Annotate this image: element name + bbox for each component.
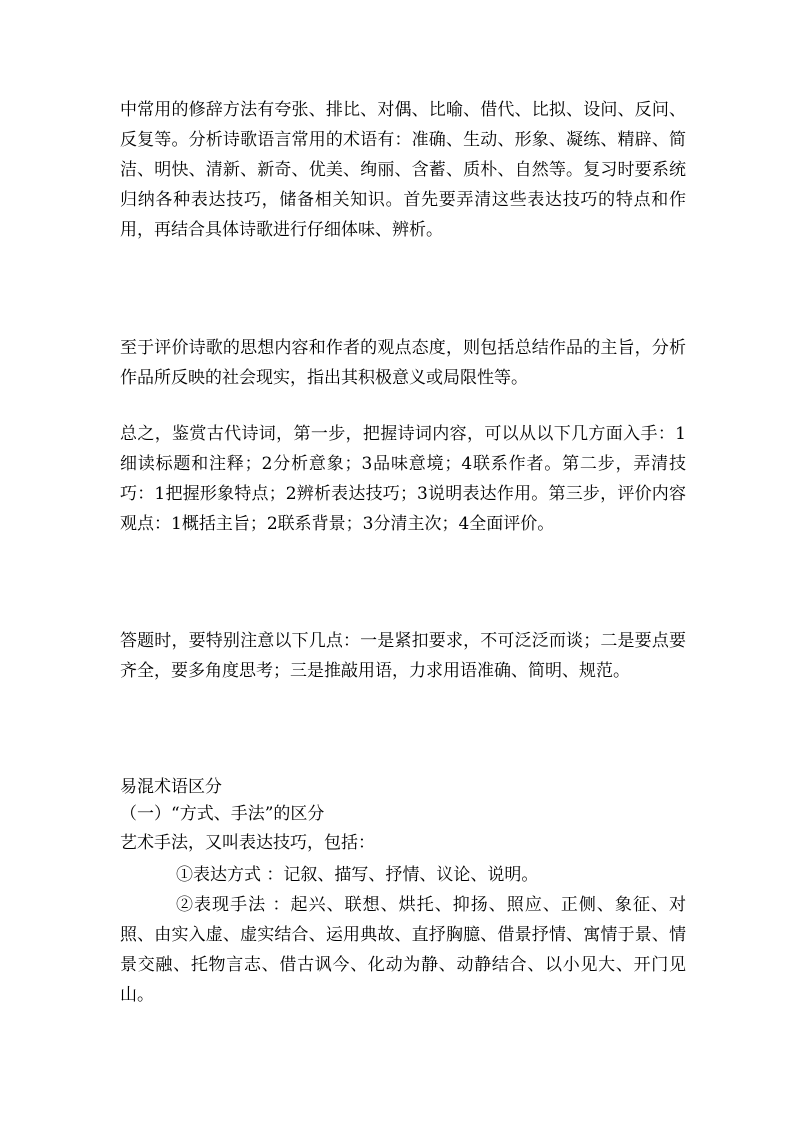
list-item-expression-modes: ①表达方式 ：记叙、描写、抒情、议论、说明。	[176, 865, 539, 885]
paragraph-rhetoric-terms: 中常用的修辞方法有夸张、排比、对偶、比喻、借代、比拟、设问、反问、反复等。分析诗歌语言常用的术语有：准确、生动、形象、凝练、精辟、简洁、明快、清新、新奇、优美、绚丽、含蓄、质朴、自然等。复习时要系统归纳各种表达技巧，储备相关知识。首先要弄清这些表达技巧的特点和作用，再结合具体诗歌进行仔细体味、辨析。	[120, 100, 686, 240]
section-intro: 艺术手法，又叫表达技巧，包括：	[120, 833, 375, 853]
section-subheading: （一）“方式、手法”的区分	[120, 804, 325, 824]
section-heading: 易混术语区分	[120, 777, 222, 797]
paragraph-summary-steps: 总之，鉴赏古代诗词，第一步，把握诗词内容，可以从以下几方面入手：1细读标题和注释；2分析意象；3品味意境；4联系作者。第二步，弄清技巧：1把握形象特点；2辨析表达技巧；3说明表达作用。第三步，评价内容观点：1概括主旨；2联系背景；3分清主次；4全面评价。	[120, 424, 686, 534]
paragraph-answer-tips: 答题时，要特别注意以下几点：一是紧扣要求，不可泛泛而谈；二是要点要齐全，要多角度思考；三是推敲用语，力求用语准确、简明、规范。	[120, 631, 686, 681]
list-item-expression-techniques: ②表现手法 ：起兴、联想、烘托、抑扬、照应、正侧、象征、对照、由实入虚、虚实结合、运用典故、直抒胸臆、借景抒情、寓情于景、情景交融、托物言志、借古讽今、化动为静、动静结合、以小见大、开门见山。	[120, 895, 686, 1005]
paragraph-evaluation: 至于评价诗歌的思想内容和作者的观点态度，则包括总结作品的主旨，分析作品所反映的社会现实，指出其积极意义或局限性等。	[120, 338, 686, 388]
